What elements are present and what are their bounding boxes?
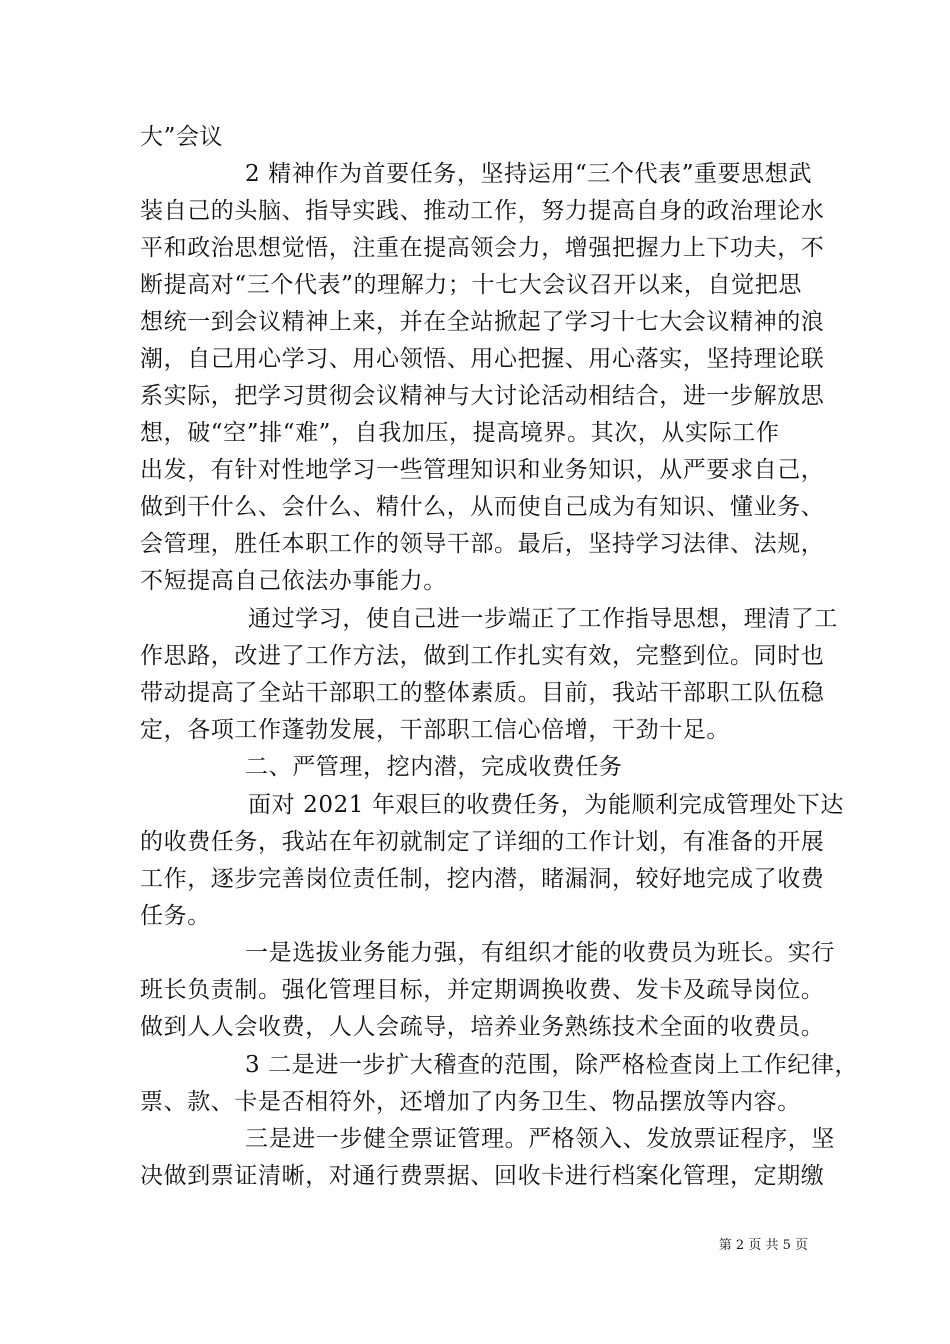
text-line: 装自己的头脑、指导实践、推动工作，努力提高自身的政治理论水 — [140, 198, 825, 224]
text-line: 断提高对“三个代表”的理解力；十七大会议召开以来，自觉把思 — [140, 272, 802, 298]
text-line: 做到干什么、会什么、精什么，从而使自己成为有知识、懂业务、 — [140, 494, 825, 520]
paragraph-first-line: 面对 2021 年艰巨的收费任务，为能顺利完成管理处下达 — [248, 792, 844, 818]
text-line: 票、款、卡是否相符外，还增加了内务卫生、物品摆放等内容。 — [140, 1089, 801, 1115]
paragraph-first-line: 3 二是进一步扩大稽查的范围，除严格检查岗上工作纪律， — [245, 1052, 859, 1078]
text-line: 会管理，胜任本职工作的领导干部。最后，坚持学习法律、法规， — [140, 531, 825, 557]
text-line: 做到人人会收费，人人会疏导，培养业务熟练技术全面的收费员。 — [140, 1014, 825, 1040]
text-line: 工作，逐步完善岗位责任制，挖内潜，睹漏洞，较好地完成了收费 — [140, 866, 825, 892]
paragraph-first-line: 2 精神作为首要任务，坚持运用“三个代表”重要思想武 — [245, 161, 813, 187]
paragraph-first-line: 通过学习，使自己进一步端正了工作指导思想，理清了工 — [248, 606, 838, 632]
text-line: 潮，自己用心学习、用心领悟、用心把握、用心落实，坚持理论联 — [140, 346, 825, 372]
text-line: 的收费任务，我站在年初就制定了详细的工作计划，有准备的开展 — [140, 829, 825, 855]
text-line: 系实际，把学习贯彻会议精神与大讨论活动相结合，进一步解放思 — [140, 383, 825, 409]
paragraph-first-line: 一是选拔业务能力强，有组织才能的收费员为班长。实行 — [245, 940, 835, 966]
text-line: 带动提高了全站干部职工的整体素质。目前，我站干部职工队伍稳 — [140, 680, 825, 706]
text-line: 班长负责制。强化管理目标，并定期调换收费、发卡及疏导岗位。 — [140, 977, 825, 1003]
text-line: 决做到票证清晰，对通行费票据、回收卡进行档案化管理，定期缴 — [140, 1163, 825, 1189]
text-line: 想，破“空”排“难”，自我加压，提高境界。其次，从实际工作 — [140, 420, 780, 446]
text-line: 平和政治思想觉悟，注重在提高领会力，增强把握力上下功夫，不 — [140, 235, 825, 261]
text-line: 想统一到会议精神上来，并在全站掀起了学习十七大会议精神的浪 — [140, 309, 825, 335]
section-heading: 二、严管理，挖内潜，完成收费任务 — [245, 754, 623, 780]
text-line: 定，各项工作蓬勃发展，干部职工信心倍增，干劲十足。 — [140, 717, 730, 743]
text-line: 作思路，改进了工作方法，做到工作扎实有效，完整到位。同时也 — [140, 643, 825, 669]
text-line: 任务。 — [140, 903, 211, 929]
text-line: 不短提高自己依法办事能力。 — [140, 568, 447, 594]
page-number: 第 2 页 共 5 页 — [718, 1238, 808, 1253]
text-line: 出发，有针对性地学习一些管理知识和业务知识，从严要求自己， — [140, 457, 825, 483]
text-line: 大”会议 — [140, 124, 224, 150]
paragraph-first-line: 三是进一步健全票证管理。严格领入、发放票证程序，坚 — [245, 1126, 835, 1152]
